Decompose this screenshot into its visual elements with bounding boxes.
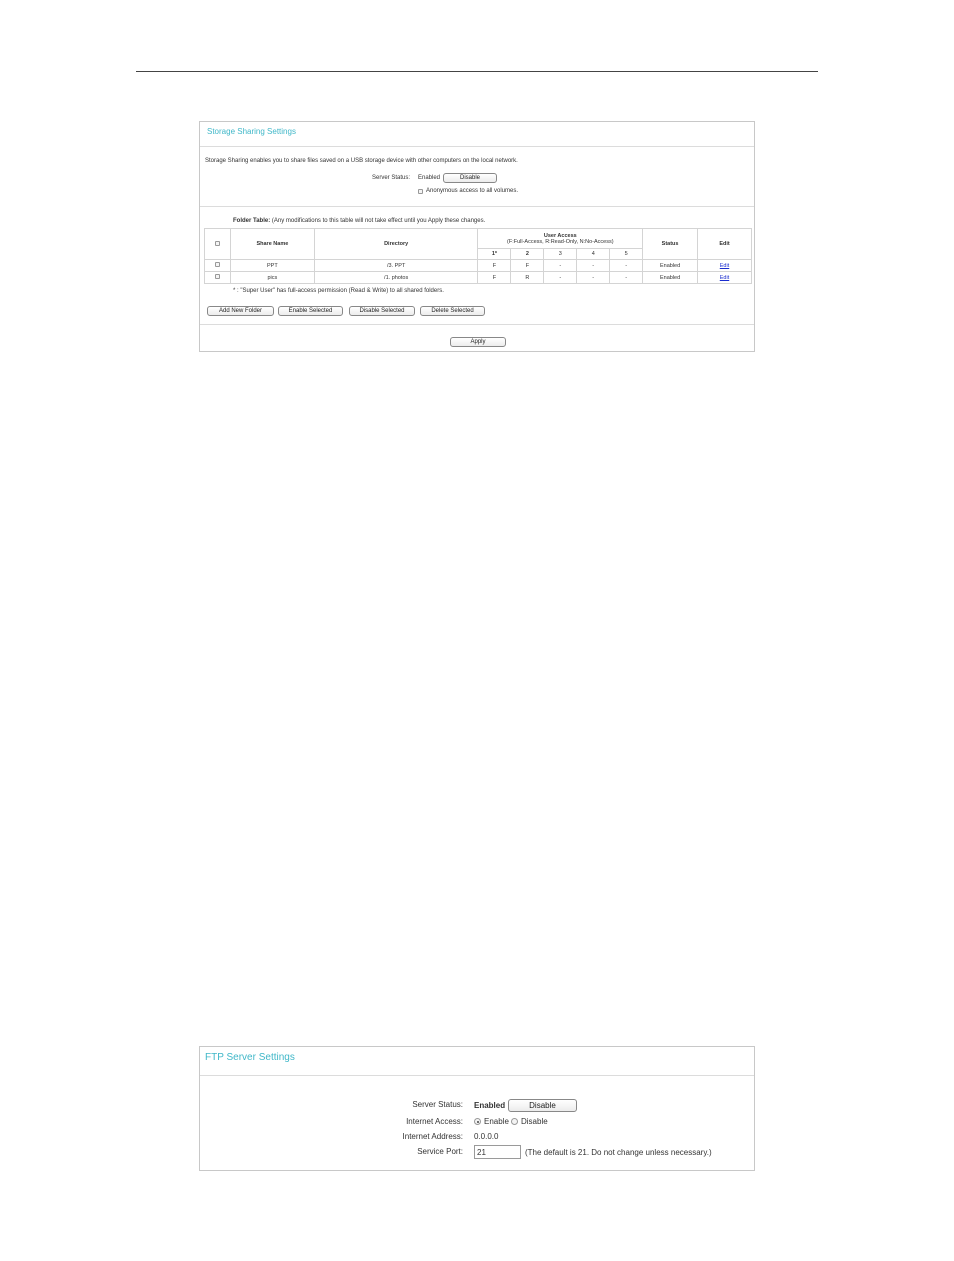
ftp-server-title: FTP Server Settings — [205, 1052, 295, 1063]
service-port-label: Service Port: — [417, 1147, 463, 1156]
service-port-input[interactable] — [474, 1145, 521, 1159]
status-cell: Enabled — [643, 272, 698, 284]
internet-access-label: Internet Access: — [406, 1117, 463, 1126]
user-2-header: 2 — [511, 249, 544, 260]
directory-header: Directory — [314, 229, 478, 260]
row-checkbox[interactable] — [215, 274, 220, 279]
service-port-note: (The default is 21. Do not change unless necessary.) — [525, 1148, 712, 1157]
user-5-header: 5 — [610, 249, 643, 260]
disable-radio-label: Disable — [521, 1117, 548, 1126]
user-4-header: 4 — [577, 249, 610, 260]
select-all-checkbox[interactable] — [215, 241, 220, 246]
server-status-value: Enabled — [418, 175, 441, 181]
status-cell: Enabled — [643, 260, 698, 272]
ftp-server-status-value: Enabled — [474, 1101, 506, 1110]
enable-radio-label: Enable — [484, 1117, 509, 1126]
disable-selected-button[interactable]: Disable Selected — [349, 306, 415, 316]
access-cell: F — [511, 260, 544, 272]
user-access-title: User Access — [543, 232, 577, 239]
user-1-header: 1* — [478, 249, 511, 260]
apply-button[interactable]: Apply — [450, 337, 506, 347]
table-row — [205, 272, 752, 284]
access-cell: - — [544, 272, 577, 284]
add-new-folder-button[interactable]: Add New Folder — [207, 306, 274, 316]
super-user-footnote: * : "Super User" has full-access permission (Read & Write) to all shared folders. — [233, 288, 444, 294]
share-name-header: Share Name — [230, 229, 314, 260]
internet-address-label: Internet Address: — [402, 1132, 463, 1141]
access-cell: F — [478, 260, 511, 272]
ftp-disable-button[interactable]: Disable — [508, 1099, 577, 1112]
edit-link[interactable]: Edit — [719, 262, 730, 269]
access-cell: R — [511, 272, 544, 284]
anonymous-access-checkbox[interactable] — [418, 189, 423, 194]
status-header: Status — [643, 229, 698, 260]
enable-radio[interactable] — [474, 1118, 481, 1125]
ftp-server-panel — [199, 1046, 755, 1171]
footer-divider — [200, 324, 754, 325]
folder-table — [204, 228, 752, 284]
table-row — [205, 260, 752, 272]
delete-selected-button[interactable]: Delete Selected — [420, 306, 485, 316]
user-access-header — [478, 229, 643, 249]
access-cell: - — [544, 260, 577, 272]
storage-disable-button[interactable]: Disable — [443, 173, 497, 183]
access-cell: F — [478, 272, 511, 284]
page-top-rule — [136, 71, 818, 72]
row-checkbox[interactable] — [215, 262, 220, 267]
title-divider — [200, 1075, 754, 1076]
folder-table-label: Folder Table: — [233, 218, 271, 224]
share-name-cell: pics — [230, 272, 314, 284]
access-cell: - — [577, 260, 610, 272]
storage-sharing-title: Storage Sharing Settings — [207, 127, 296, 136]
access-cell: - — [577, 272, 610, 284]
storage-sharing-panel — [199, 121, 755, 352]
edit-header: Edit — [698, 229, 752, 260]
title-divider — [200, 146, 754, 147]
internet-address-value: 0.0.0.0 — [474, 1132, 499, 1141]
anonymous-access-label: Anonymous access to all volumes. — [426, 188, 519, 194]
access-cell: - — [610, 272, 643, 284]
access-cell: - — [610, 260, 643, 272]
edit-link[interactable]: Edit — [719, 274, 730, 281]
directory-cell: /3. PPT — [314, 260, 478, 272]
enable-selected-button[interactable]: Enable Selected — [278, 306, 343, 316]
ftp-server-status-label: Server Status: — [412, 1100, 463, 1109]
server-status-label: Server Status: — [372, 175, 411, 181]
section-divider — [200, 206, 754, 207]
folder-table-note: (Any modifications to this table will not take effect until you Apply these changes. — [271, 218, 486, 224]
directory-cell: /1. photos — [314, 272, 478, 284]
user-3-header: 3 — [544, 249, 577, 260]
storage-description: Storage Sharing enables you to share files saved on a USB storage device with other computers on the local network. — [205, 158, 518, 164]
user-access-legend: (F:Full-Access, R:Read-Only, N:No-Access) — [507, 238, 614, 245]
share-name-cell: PPT — [230, 260, 314, 272]
disable-radio[interactable] — [511, 1118, 518, 1125]
select-all-cell — [205, 229, 231, 260]
